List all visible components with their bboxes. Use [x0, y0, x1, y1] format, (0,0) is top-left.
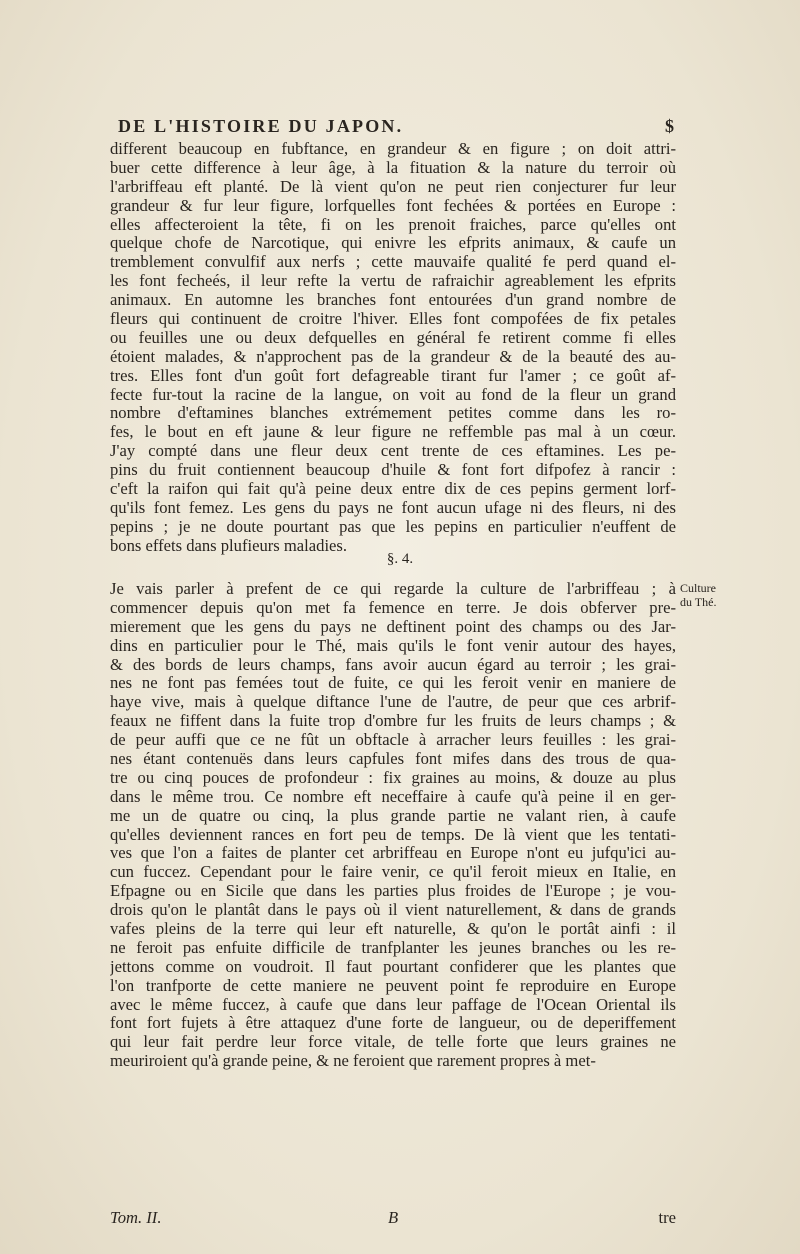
text-line: drois qu'on le plantât dans le pays où il vient naturellement, & dans de grands — [110, 901, 676, 920]
signature-mark: B — [388, 1208, 399, 1227]
text-line: mierement que les gens du pays ne deftinent point des champs ou des Jar- — [110, 617, 676, 636]
volume-label: Tom. II. — [110, 1208, 162, 1227]
text-line: tre ou cinq pouces de profondeur : fix graines au moins, & douze au plus — [110, 768, 676, 787]
text-line: J'ay compté dans une fleur deux cent trente de ces eftamines. Les pe- — [110, 442, 676, 461]
text-line: dins en particulier pour le Thé, mais qu'ils le font venir autour des hayes, — [110, 636, 676, 655]
text-line: tres. Elles font d'un goût fort defagreable tirant fur l'amer ; ce goût af- — [110, 366, 676, 385]
text-line: étoient malades, & n'approchent pas de la grandeur & de la beauté des au- — [110, 347, 676, 366]
text-line: ou feuilles une ou deux defquelles en général fe retirent comme fi elles — [110, 328, 676, 347]
text-line: dans le même trou. Ce nombre eft neceffaire à caufe qu'à peine il en ger- — [110, 787, 676, 806]
page-number: $ — [665, 116, 674, 136]
text-line: ves que l'on a faites de planter cet arbriffeau en Europe n'ont eu jufqu'ici au- — [110, 844, 676, 863]
page-footer — [110, 1208, 676, 1228]
running-title: DE L'HISTOIRE DU JAPON. — [118, 116, 404, 136]
text-line: les font fecheés, il leur refte la vertu de rafraichir agreablement les efprits — [110, 272, 676, 291]
text-line: quelque chofe de Narcotique, qui enivre les efprits animaux, & caufe un — [110, 234, 676, 253]
text-line: qu'ils font femez. Les gens du pays ne font aucun ufage ni des fleurs, ni des — [110, 498, 676, 517]
text-line: tremblement convulfif aux nerfs ; cette mauvaife qualité fe perd quand el- — [110, 253, 676, 272]
section-mark: §. 4. — [386, 551, 414, 567]
text-line: nes étant contenuës dans leurs capfules font mifes dans des trous de qua- — [110, 750, 676, 769]
text-line: l'arbriffeau eft planté. De là vient qu'on ne peut rien conjecturer fur leur — [110, 177, 676, 196]
text-line: qui leur fait perdre leur force vitale, de telle forte que leurs graines ne — [110, 1033, 676, 1052]
margin-note-line: Culture — [680, 581, 716, 595]
text-line: fecte fur-tout la racine de la langue, on voit au fond de la fleur un grand — [110, 385, 676, 404]
text-line: pepins ; je ne doute pourtant pas que les pepins en particulier n'euffent de — [110, 517, 676, 536]
text-line: c'eft la raifon qui fait qu'à peine deux entre dix de ces pepins germent lorf- — [110, 480, 676, 499]
catchword: tre — [658, 1208, 676, 1227]
text-line: ne feroit pas enfuite difficile de tranfplanter les jeunes branches ou les re- — [110, 938, 676, 957]
text-line: different beaucoup en fubftance, en grandeur & en figure ; on doit attri- — [110, 140, 676, 158]
text-line: me un de quatre ou cinq, la plus grande partie ne valant rien, à caufe — [110, 806, 676, 825]
text-line: cun fuccez. Cependant pour le faire venir, ce qu'il feroit mieux en Italie, en — [110, 863, 676, 882]
text-line: animaux. En automne les branches font entourées d'un grand nombre de — [110, 291, 676, 310]
text-line: vafes pleins de la terre qui leur eft naturelle, & qu'on le portât ainfi : il — [110, 920, 676, 939]
text-line: commencer depuis qu'on met fa femence en terre. Je dois obferver pre- — [110, 598, 676, 617]
text-line: & des bords de leurs champs, fans avoir aucun égard au terroir ; les grai- — [110, 655, 676, 674]
text-line: Efpagne ou en Sicile que dans les parties plus froides de l'Europe ; je vou- — [110, 882, 676, 901]
paragraph-1 — [110, 140, 676, 556]
margin-note-line: du Thé. — [680, 595, 717, 609]
text-line: feaux ne fiffent dans la fuite trop d'ombre fur les fruits de leurs champs ; & — [110, 712, 676, 731]
paragraph-2 — [110, 580, 676, 1071]
text-line: fes, le bout en eft jaune & leur figure ne reffemble pas mal à un cœur. — [110, 423, 676, 442]
text-line: elles affecteroient la tête, fi on les prenoit fraiches, parce qu'elles ont — [110, 215, 676, 234]
text-line: grandeur & fur leur figure, lorfquelles font fechées & portées en Europe : — [110, 196, 676, 215]
text-line: fleurs qui continuent de croitre l'hiver. Elles font compofées de fix petales — [110, 310, 676, 329]
text-line: qu'elles deviennent rances en fort peu de temps. De là vient que les tentati- — [110, 825, 676, 844]
text-line: meuriroient qu'à grande peine, & ne feroient que rarement propres à met- — [110, 1052, 596, 1071]
text-line: nes ne font pas femées tout de fuite, ce qui les feroit venir en maniere de — [110, 674, 676, 693]
text-line: buer cette difference à leur âge, à la fituation & la nature du terroir où — [110, 158, 676, 177]
text-line: haye vive, mais à quelque diftance l'une de l'autre, de peur que ces arbrif- — [110, 693, 676, 712]
text-line: avec le même fuccez, à caufe que dans leur paffage de l'Ocean Oriental ils — [110, 995, 676, 1014]
text-line: nombre d'eftamines blanches extrémement petites comme dans les ro- — [110, 404, 676, 423]
text-line: bons effets dans plufieurs maladies. — [110, 536, 348, 555]
text-line: jettons comme on voudroit. Il faut pourtant confiderer que les plantes que — [110, 957, 676, 976]
text-line: font fort fujets à être attaquez d'une forte de langueur, ou de deperiffement — [110, 1014, 676, 1033]
text-line: Je vais parler à prefent de ce qui regarde la culture de l'arbriffeau ; à — [110, 580, 676, 598]
margin-note — [680, 581, 740, 609]
text-line: pins du fruit contiennent beaucoup d'huile & font fort difpofez à rancir : — [110, 461, 676, 480]
text-line: de peur auffi que ce ne fût un obftacle à arracher leurs feuilles : les grai- — [110, 731, 676, 750]
text-line: l'on tranfporte de cette maniere ne peuvent point fe reproduire en Europe — [110, 976, 676, 995]
running-header — [118, 116, 674, 137]
